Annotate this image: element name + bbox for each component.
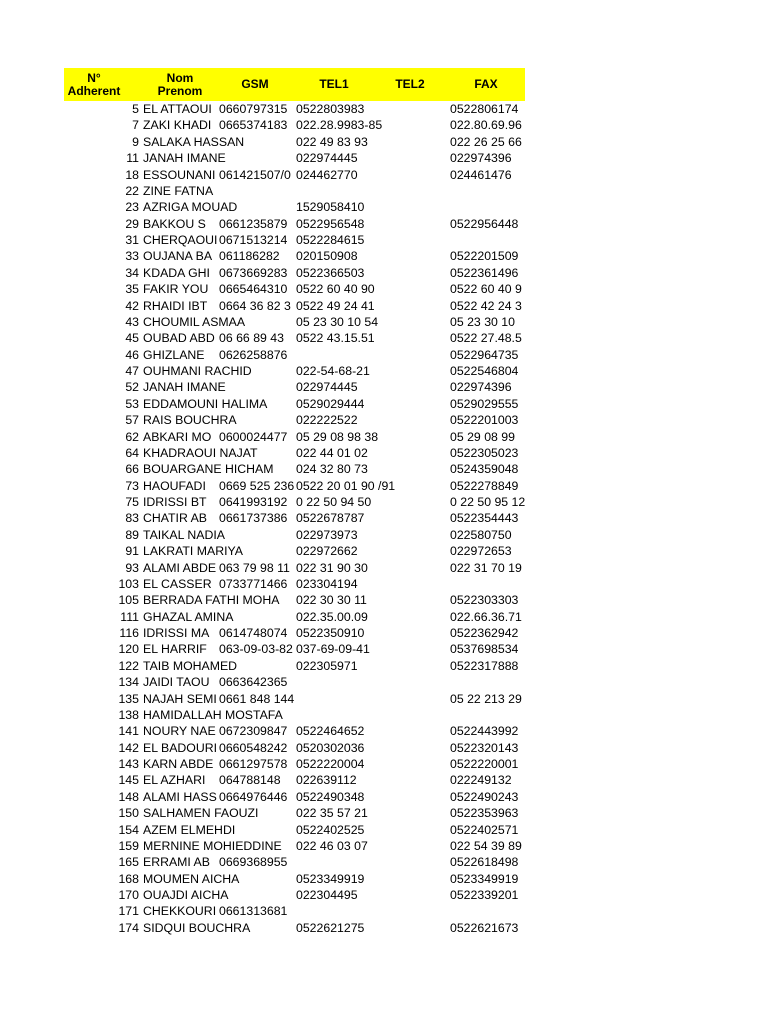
header-adherent-number-line1: N° bbox=[87, 70, 101, 85]
fax-cell: 0522339201 bbox=[450, 888, 519, 902]
tel1-cell: 0522 60 40 90 bbox=[296, 282, 375, 297]
nom-prenom-cell: EL HARRIF bbox=[143, 642, 207, 657]
nom-prenom-cell: HAOUFADI bbox=[143, 478, 206, 493]
tel1-cell: 0522621275 bbox=[296, 920, 365, 935]
nom-prenom-cell: EDDAMOUNI HALIMA bbox=[143, 396, 268, 411]
gsm-cell: 063 79 98 11 bbox=[219, 560, 290, 575]
tel1-cell: 022-54-68-21 bbox=[296, 364, 370, 378]
adherent-number-cell: 89 bbox=[125, 527, 139, 542]
fax-cell: 0522443992 bbox=[450, 724, 519, 739]
fax-cell: 0522956448 bbox=[450, 216, 519, 231]
fax-cell: 0522320143 bbox=[450, 740, 519, 755]
tel1-cell: 0522350910 bbox=[296, 626, 365, 640]
adherent-number-cell: 148 bbox=[118, 789, 139, 804]
table-row bbox=[64, 101, 525, 117]
gsm-cell: 0664976446 bbox=[219, 789, 288, 804]
tel1-cell: 022305971 bbox=[296, 658, 358, 673]
adherent-number-cell: 138 bbox=[118, 707, 139, 722]
adherent-number-cell: 116 bbox=[119, 626, 139, 640]
adherent-number-cell: 150 bbox=[118, 806, 139, 821]
table-row bbox=[64, 920, 525, 936]
nom-prenom-cell: GHIZLANE bbox=[143, 347, 205, 362]
table-row bbox=[64, 772, 525, 788]
table-row bbox=[64, 854, 525, 870]
tel1-cell: 022974445 bbox=[296, 380, 358, 395]
fax-cell: 0522361496 bbox=[450, 265, 519, 280]
nom-prenom-cell: JAIDI TAOU bbox=[143, 675, 210, 690]
nom-prenom-cell: IDRISSI MA bbox=[143, 626, 210, 640]
table-row bbox=[64, 871, 525, 887]
header-tel1-label: TEL1 bbox=[319, 77, 349, 91]
adherent-number-cell: 122 bbox=[118, 658, 139, 673]
gsm-cell: 063-09-03-82 bbox=[219, 642, 293, 657]
adherent-number-cell: 145 bbox=[118, 773, 139, 788]
adherent-number-cell: 29 bbox=[125, 216, 139, 231]
gsm-cell: 0672309847 bbox=[219, 724, 288, 739]
nom-prenom-cell: RHAIDI IBT bbox=[143, 298, 208, 313]
fax-cell: 0523349919 bbox=[450, 871, 519, 886]
header-adherent-number bbox=[64, 68, 124, 101]
nom-prenom-cell: GHAZAL AMINA bbox=[143, 609, 234, 624]
gsm-cell: 0660797315 bbox=[219, 102, 288, 116]
table-row bbox=[64, 740, 525, 756]
table-row bbox=[64, 232, 525, 248]
nom-prenom-cell: KHADRAOUI NAJAT bbox=[143, 445, 258, 460]
table-row bbox=[64, 543, 525, 559]
fax-cell: 0522278849 bbox=[450, 478, 519, 493]
tel1-cell: 022.35.00.09 bbox=[296, 609, 368, 624]
gsm-cell: 0664 36 82 3 bbox=[219, 298, 291, 313]
adherent-number-cell: 159 bbox=[118, 838, 139, 853]
tel1-cell: 020150908 bbox=[296, 249, 358, 264]
adherent-number-cell: 52 bbox=[125, 380, 139, 395]
adherent-number-cell: 135 bbox=[118, 691, 139, 706]
adherent-number-cell: 34 bbox=[125, 265, 139, 280]
fax-cell: 0522 42 24 3 bbox=[450, 298, 522, 313]
adherent-number-cell: 120 bbox=[118, 642, 139, 657]
nom-prenom-cell: MERNINE MOHIEDDINE bbox=[143, 838, 282, 853]
nom-prenom-cell: IDRISSI BT bbox=[143, 495, 207, 509]
table-row bbox=[64, 822, 525, 838]
nom-prenom-cell: EL CASSER bbox=[143, 576, 212, 591]
gsm-cell: 0733771466 bbox=[219, 576, 288, 591]
tel1-cell: 1529058410 bbox=[296, 200, 365, 215]
adherent-number-cell: 168 bbox=[118, 871, 139, 886]
spreadsheet bbox=[64, 68, 525, 936]
fax-cell: 0522618498 bbox=[450, 855, 519, 870]
table-row bbox=[64, 363, 525, 379]
adherent-number-cell: 53 bbox=[125, 396, 139, 411]
nom-prenom-cell: KARN ABDE bbox=[143, 757, 214, 771]
fax-cell: 0522317888 bbox=[450, 658, 519, 673]
tel1-cell: 0522464652 bbox=[296, 724, 365, 739]
nom-prenom-cell: ABKARI MO bbox=[143, 429, 212, 444]
adherent-number-cell: 43 bbox=[125, 314, 139, 329]
header-fax bbox=[448, 68, 524, 101]
gsm-cell: 0669368955 bbox=[219, 855, 288, 870]
table-row bbox=[64, 117, 525, 133]
nom-prenom-cell: AZEM ELMEHDI bbox=[143, 822, 236, 837]
gsm-cell: 0663642365 bbox=[219, 675, 288, 690]
tel1-cell: 024 32 80 73 bbox=[296, 462, 368, 477]
nom-prenom-cell: EL ATTAOUI bbox=[143, 102, 212, 116]
header-nom-line1: Nom bbox=[166, 70, 194, 85]
gsm-cell: 0665464310 bbox=[219, 282, 288, 297]
table-row bbox=[64, 903, 525, 919]
fax-cell: 022249132 bbox=[450, 773, 512, 788]
table-row bbox=[64, 265, 525, 281]
fax-cell: 0522353963 bbox=[450, 806, 519, 821]
table-body bbox=[64, 101, 525, 936]
tel1-cell: 022 31 90 30 bbox=[296, 560, 368, 575]
fax-cell: 0522303303 bbox=[450, 593, 519, 608]
adherent-number-cell: 165 bbox=[118, 855, 139, 870]
table-row bbox=[64, 838, 525, 854]
nom-prenom-cell: BERRADA FATHI MOHA bbox=[143, 593, 280, 608]
fax-cell: 0522490243 bbox=[450, 789, 519, 804]
table-row bbox=[64, 641, 525, 657]
table-row bbox=[64, 199, 525, 215]
nom-prenom-cell: LAKRATI MARIYA bbox=[143, 544, 243, 559]
gsm-cell: 0661 848 144 bbox=[219, 691, 295, 706]
adherent-number-cell: 141 bbox=[118, 724, 139, 739]
fax-cell: 022580750 bbox=[450, 527, 512, 542]
gsm-cell: 061186282 bbox=[219, 249, 280, 264]
fax-cell: 0522201003 bbox=[450, 413, 519, 428]
nom-prenom-cell: ZAKI KHADI bbox=[143, 118, 212, 133]
nom-prenom-cell: OUAJDI AICHA bbox=[143, 888, 229, 902]
fax-cell: 022 26 25 66 bbox=[450, 134, 522, 149]
adherent-number-cell: 11 bbox=[126, 151, 139, 166]
tel1-cell: 037-69-09-41 bbox=[296, 642, 370, 657]
nom-prenom-cell: TAIKAL NADIA bbox=[143, 527, 226, 542]
gsm-cell: 0626258876 bbox=[219, 347, 288, 362]
fax-cell: 05 22 213 29 bbox=[450, 691, 522, 706]
fax-cell: 022.66.36.71 bbox=[450, 609, 522, 624]
adherent-number-cell: 5 bbox=[132, 102, 139, 116]
header-nom-prenom bbox=[148, 68, 212, 101]
table-row bbox=[64, 461, 525, 477]
tel1-cell: 0522284615 bbox=[296, 233, 365, 247]
table-row bbox=[64, 707, 525, 723]
tel1-cell: 0523349919 bbox=[296, 871, 365, 886]
gsm-cell: 0614748074 bbox=[219, 626, 288, 640]
adherent-number-cell: 64 bbox=[125, 445, 139, 460]
header-fax-label: FAX bbox=[474, 77, 498, 91]
tel1-cell: 0520302036 bbox=[296, 740, 365, 755]
gsm-cell: 0671513214 bbox=[219, 233, 288, 247]
nom-prenom-cell: BOUARGANE HICHAM bbox=[143, 462, 274, 477]
adherent-number-cell: 62 bbox=[125, 429, 139, 444]
adherent-number-cell: 103 bbox=[118, 576, 139, 591]
table-row bbox=[64, 691, 525, 707]
adherent-number-cell: 73 bbox=[125, 478, 139, 493]
table-row bbox=[64, 150, 525, 166]
adherent-number-cell: 93 bbox=[125, 560, 139, 575]
table-row bbox=[64, 723, 525, 739]
adherent-number-cell: 47 bbox=[125, 364, 139, 378]
nom-prenom-cell: EL BADOURI bbox=[143, 740, 218, 755]
adherent-number-cell: 83 bbox=[125, 511, 139, 526]
fax-cell: 0522964735 bbox=[450, 347, 519, 362]
tel1-cell: 0522 20 01 90 /91 bbox=[296, 478, 396, 493]
table-row bbox=[64, 494, 525, 510]
table-row bbox=[64, 347, 525, 363]
gsm-cell: 0661313681 bbox=[219, 904, 288, 919]
fax-cell: 024461476 bbox=[450, 167, 512, 182]
adherent-number-cell: 45 bbox=[125, 331, 139, 346]
gsm-cell: 0600024477 bbox=[219, 429, 288, 444]
fax-cell: 0522806174 bbox=[450, 102, 519, 116]
adherent-number-cell: 18 bbox=[125, 167, 139, 182]
tel1-cell: 0 22 50 94 50 bbox=[296, 495, 372, 509]
nom-prenom-cell: ALAMI HASS bbox=[143, 789, 217, 804]
adherent-number-cell: 174 bbox=[118, 920, 139, 935]
adherent-number-cell: 105 bbox=[118, 593, 139, 608]
tel1-cell: 022973973 bbox=[296, 527, 358, 542]
table-row bbox=[64, 510, 525, 526]
adherent-number-cell: 154 bbox=[118, 822, 139, 837]
nom-prenom-cell: AZRIGA MOUAD bbox=[143, 200, 238, 215]
adherent-number-cell: 111 bbox=[120, 609, 139, 624]
adherent-number-cell: 7 bbox=[132, 118, 139, 133]
fax-cell: 022 31 70 19 bbox=[450, 560, 522, 575]
gsm-cell: 0669 525 236 bbox=[219, 478, 295, 493]
adherent-number-cell: 42 bbox=[125, 298, 139, 313]
tel1-cell: 022972662 bbox=[296, 544, 358, 559]
gsm-cell: 0660548242 bbox=[219, 740, 288, 755]
tel1-cell: 022222522 bbox=[296, 413, 358, 428]
header-tel1 bbox=[294, 68, 374, 101]
tel1-cell: 022 49 83 93 bbox=[296, 134, 368, 149]
tel1-cell: 0522803983 bbox=[296, 102, 365, 116]
nom-prenom-cell: KDADA GHI bbox=[143, 265, 210, 280]
adherent-number-cell: 35 bbox=[125, 282, 139, 297]
adherent-number-cell: 66 bbox=[125, 462, 139, 477]
fax-cell: 022.80.69.96 bbox=[450, 118, 522, 133]
table-row bbox=[64, 183, 525, 199]
gsm-cell: 06 66 89 43 bbox=[219, 331, 284, 346]
tel1-cell: 0529029444 bbox=[296, 396, 365, 411]
header-adherent-number-line2: Adherent bbox=[67, 83, 121, 98]
tel1-cell: 0522 43.15.51 bbox=[296, 331, 375, 346]
fax-cell: 05 29 08 99 bbox=[450, 429, 515, 444]
table-row bbox=[64, 281, 525, 297]
table-row bbox=[64, 396, 525, 412]
adherent-number-cell: 170 bbox=[118, 888, 139, 902]
fax-cell: 022974396 bbox=[450, 380, 512, 395]
fax-cell: 0522 60 40 9 bbox=[450, 282, 522, 297]
tel1-cell: 022304495 bbox=[296, 888, 358, 902]
tel1-cell: 022.28.9983-85 bbox=[296, 118, 383, 133]
table-row bbox=[64, 625, 525, 641]
tel1-cell: 0522402525 bbox=[296, 822, 365, 837]
fax-cell: 0537698534 bbox=[450, 642, 519, 657]
adherent-number-cell: 33 bbox=[125, 249, 139, 264]
nom-prenom-cell: FAKIR YOU bbox=[143, 282, 209, 297]
tel1-cell: 022974445 bbox=[296, 151, 358, 166]
gsm-cell: 0661737386 bbox=[219, 511, 288, 526]
adherent-number-cell: 134 bbox=[118, 675, 139, 690]
table-row bbox=[64, 412, 525, 428]
header-tel2 bbox=[382, 68, 438, 101]
nom-prenom-cell: SALHAMEN FAOUZI bbox=[143, 806, 259, 821]
nom-prenom-cell: ERRAMI AB bbox=[143, 855, 210, 870]
table-row bbox=[64, 298, 525, 314]
table-row bbox=[64, 379, 525, 395]
gsm-cell: 064788148 bbox=[219, 773, 281, 788]
fax-cell: 0522402571 bbox=[450, 822, 519, 837]
nom-prenom-cell: SIDQUI BOUCHRA bbox=[143, 920, 251, 935]
nom-prenom-cell: BAKKOU S bbox=[143, 216, 206, 231]
fax-cell: 022972653 bbox=[450, 544, 512, 559]
adherent-number-cell: 57 bbox=[125, 413, 139, 428]
gsm-cell: 0673669283 bbox=[219, 265, 288, 280]
header-row bbox=[64, 68, 525, 101]
tel1-cell: 0522490348 bbox=[296, 789, 365, 804]
tel1-cell: 022 30 30 11 bbox=[296, 593, 367, 608]
gsm-cell: 0661297578 bbox=[219, 757, 288, 771]
table-row bbox=[64, 445, 525, 461]
tel1-cell: 05 29 08 98 38 bbox=[296, 429, 379, 444]
tel1-cell: 023304194 bbox=[296, 576, 358, 591]
tel1-cell: 022 46 03 07 bbox=[296, 838, 368, 853]
header-nom-line2: Prenom bbox=[157, 83, 203, 98]
table-row bbox=[64, 609, 525, 625]
table-row bbox=[64, 592, 525, 608]
adherent-number-cell: 9 bbox=[132, 134, 139, 149]
nom-prenom-cell: JANAH IMANE bbox=[143, 380, 226, 395]
table-row bbox=[64, 527, 525, 543]
adherent-number-cell: 171 bbox=[118, 904, 139, 919]
table-row bbox=[64, 887, 525, 903]
nom-prenom-cell: NOURY NAE bbox=[143, 724, 216, 739]
fax-cell: 0524359048 bbox=[450, 462, 519, 477]
table-row bbox=[64, 478, 525, 494]
nom-prenom-cell: CHEKKOURI bbox=[143, 904, 217, 919]
table-row bbox=[64, 756, 525, 772]
nom-prenom-cell: TAIB MOHAMED bbox=[143, 658, 238, 673]
header-gsm-label: GSM bbox=[241, 77, 269, 91]
adherent-number-cell: 23 bbox=[125, 200, 139, 215]
nom-prenom-cell: OUBAD ABD bbox=[143, 331, 215, 346]
fax-cell: 0522201509 bbox=[450, 249, 519, 264]
table-row bbox=[64, 789, 525, 805]
fax-cell: 0522305023 bbox=[450, 445, 519, 460]
fax-cell: 022974396 bbox=[450, 151, 512, 166]
tel1-cell: 022 35 57 21 bbox=[296, 806, 368, 821]
fax-cell: 0522354443 bbox=[450, 511, 519, 526]
table-row bbox=[64, 314, 525, 330]
tel1-cell: 024462770 bbox=[296, 167, 358, 182]
adherent-number-cell: 91 bbox=[125, 544, 139, 559]
tel1-cell: 022 44 01 02 bbox=[296, 445, 368, 460]
fax-cell: 05 23 30 10 bbox=[450, 314, 515, 329]
nom-prenom-cell: JANAH IMANE bbox=[143, 151, 226, 166]
table-row bbox=[64, 167, 525, 183]
tel1-cell: 05 23 30 10 54 bbox=[296, 314, 379, 329]
table-row bbox=[64, 674, 525, 690]
tel1-cell: 0522678787 bbox=[296, 511, 365, 526]
nom-prenom-cell: MOUMEN AICHA bbox=[143, 871, 240, 886]
gsm-cell: 0661235879 bbox=[219, 216, 288, 231]
nom-prenom-cell: EL AZHARI bbox=[143, 773, 206, 788]
gsm-cell: 0665374183 bbox=[219, 118, 288, 133]
nom-prenom-cell: CHERQAOUI bbox=[143, 233, 218, 247]
fax-cell: 0522546804 bbox=[450, 364, 519, 378]
header-gsm bbox=[226, 68, 284, 101]
nom-prenom-cell: ZINE FATNA bbox=[143, 183, 214, 198]
adherent-number-cell: 75 bbox=[125, 495, 139, 509]
fax-cell: 0522220001 bbox=[450, 757, 519, 771]
adherent-number-cell: 31 bbox=[125, 233, 139, 247]
tel1-cell: 0522366503 bbox=[296, 265, 365, 280]
table-row bbox=[64, 658, 525, 674]
table-row bbox=[64, 216, 525, 232]
table-row bbox=[64, 330, 525, 346]
fax-cell: 0522 27.48.5 bbox=[450, 331, 522, 346]
tel1-cell: 0522220004 bbox=[296, 757, 365, 771]
table-row bbox=[64, 248, 525, 264]
header-tel2-label: TEL2 bbox=[395, 77, 425, 91]
nom-prenom-cell: SALAKA HASSAN bbox=[143, 134, 245, 149]
fax-cell: 022 54 39 89 bbox=[450, 838, 522, 853]
table-row bbox=[64, 134, 525, 150]
tel1-cell: 0522956548 bbox=[296, 216, 365, 231]
fax-cell: 0529029555 bbox=[450, 396, 519, 411]
adherent-number-cell: 143 bbox=[118, 757, 139, 771]
nom-prenom-cell: NAJAH SEMI bbox=[143, 691, 217, 706]
nom-prenom-cell: HAMIDALLAH MOSTAFA bbox=[143, 707, 283, 722]
tel1-cell: 022639112 bbox=[296, 773, 357, 788]
adherent-number-cell: 142 bbox=[118, 740, 139, 755]
table-row bbox=[64, 560, 525, 576]
nom-prenom-cell: RAIS BOUCHRA bbox=[143, 413, 237, 428]
fax-cell: 0 22 50 95 12 bbox=[450, 495, 525, 509]
nom-prenom-cell: ALAMI ABDE bbox=[143, 560, 217, 575]
fax-cell: 0522621673 bbox=[450, 920, 519, 935]
adherent-number-cell: 22 bbox=[125, 183, 139, 198]
adherent-number-cell: 46 bbox=[125, 347, 139, 362]
fax-cell: 0522362942 bbox=[450, 626, 519, 640]
tel1-cell: 0522 49 24 41 bbox=[296, 298, 375, 313]
nom-prenom-cell: ESSOUNANI bbox=[143, 167, 216, 182]
nom-prenom-cell: OUJANA BA bbox=[143, 249, 213, 264]
table-row bbox=[64, 805, 525, 821]
nom-prenom-cell: CHOUMIL ASMAA bbox=[143, 314, 246, 329]
nom-prenom-cell: OUHMANI RACHID bbox=[143, 364, 252, 378]
table-row bbox=[64, 429, 525, 445]
gsm-cell: 061421507/0 bbox=[219, 167, 291, 182]
table-row bbox=[64, 576, 525, 592]
nom-prenom-cell: CHATIR AB bbox=[143, 511, 207, 526]
gsm-cell: 0641993192 bbox=[219, 495, 288, 509]
